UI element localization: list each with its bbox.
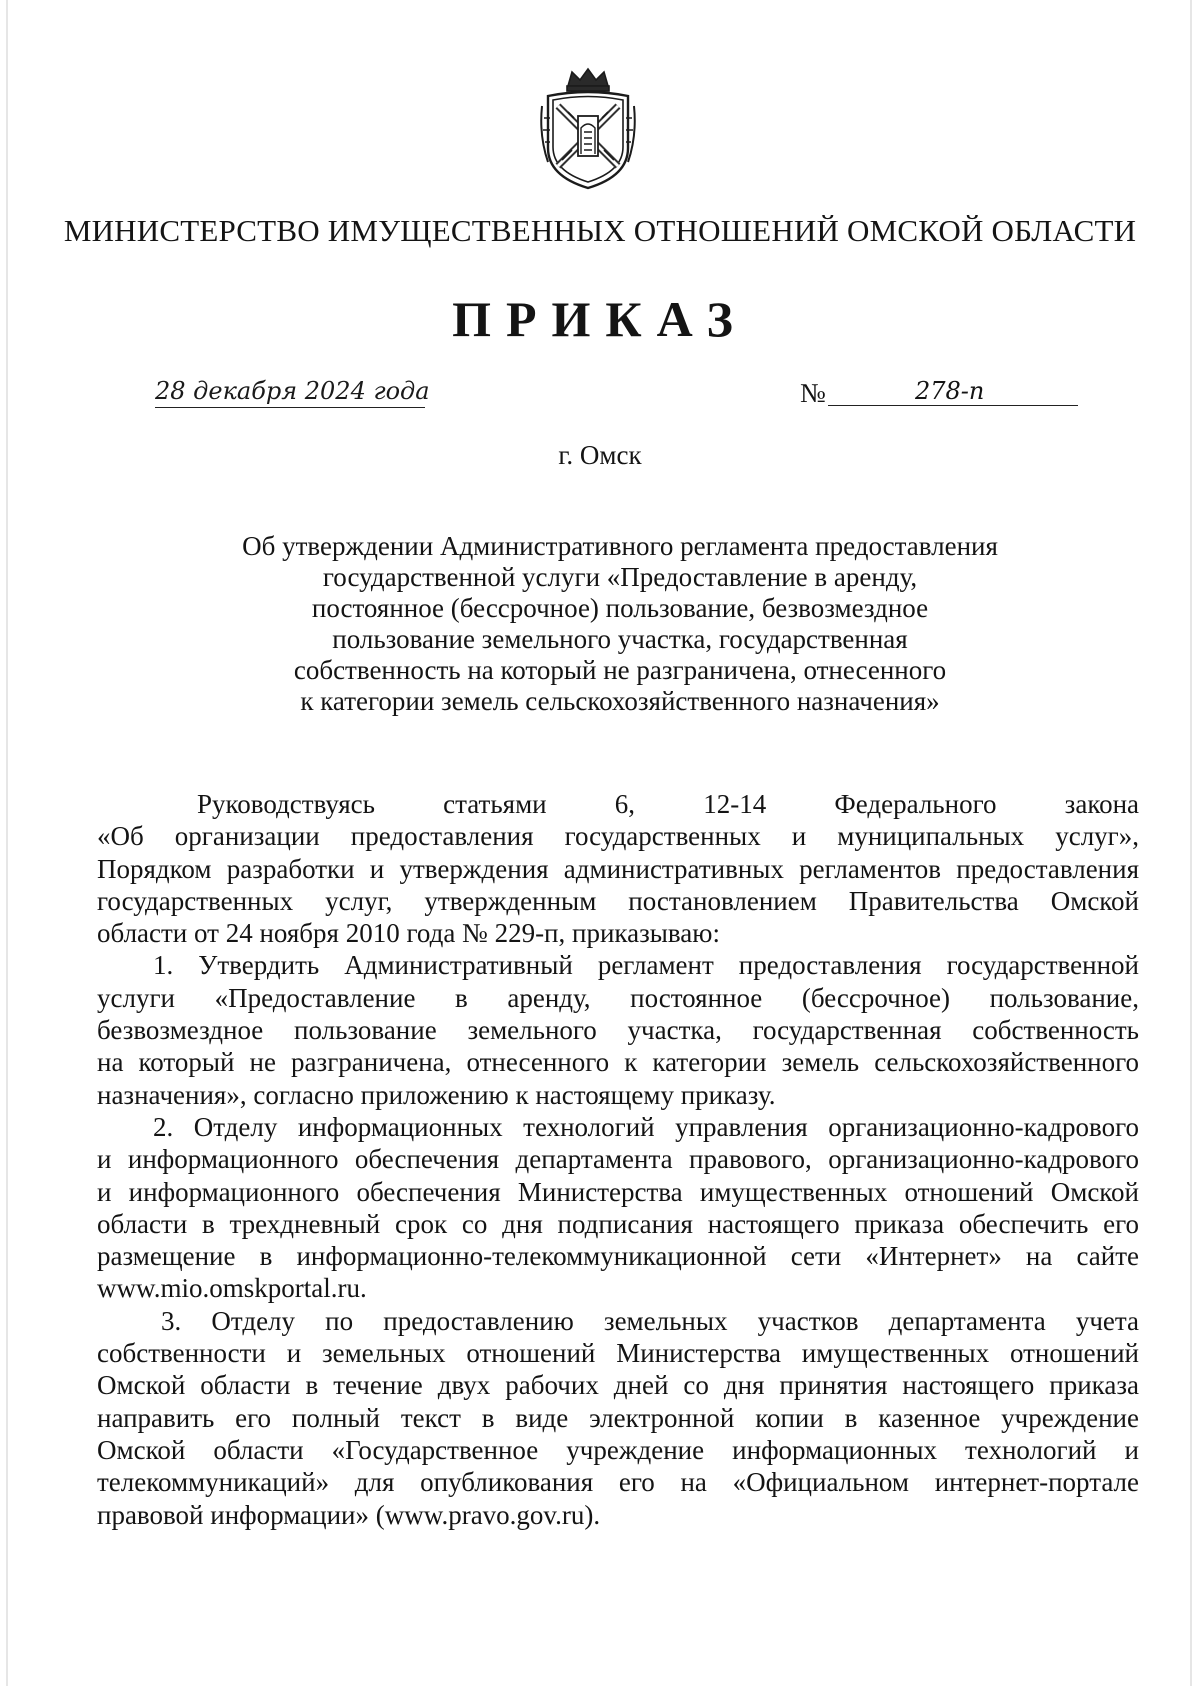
body-line: области от 24 ноября 2010 года № 229-п, приказываю: [97, 918, 720, 949]
body-line: «Об организации предоставления государственных и муниципальных услуг», [97, 821, 1139, 852]
subject-line: государственной услуги «Предоставление в аренду, [322, 562, 918, 592]
body-line: собственности и земельных отношений Министерства имущественных отношений [97, 1338, 1139, 1369]
document-date: 28 декабря 2024 года [155, 376, 425, 408]
subject-line: к категории земель сельскохозяйственного назначения» [300, 686, 940, 716]
document-body [97, 788, 1139, 1531]
ministry-name: МИНИСТЕРСТВО ИМУЩЕСТВЕННЫХ ОТНОШЕНИЙ ОМСКОЙ ОБЛАСТИ [63, 213, 1137, 248]
body-line: услуги «Предоставление в аренду, постоянное (бессрочное) пользование, [97, 982, 1139, 1013]
body-line: www.mio.omskportal.ru. [97, 1273, 367, 1304]
body-line: государственных услуг, утвержденным постановлением Правительства Омской [97, 885, 1139, 916]
body-line: 3. Отделу по предоставлению земельных участков департамента учета [161, 1305, 1139, 1336]
body-line: и информационного обеспечения Министерства имущественных отношений Омской [97, 1176, 1139, 1207]
subject-line: собственность на который не разграничена, отнесенного [293, 655, 947, 685]
body-line: области в трехдневный срок со дня подписания настоящего приказа обеспечить его [97, 1208, 1139, 1239]
body-line: размещение в информационно-телекоммуникационной сети «Интернет» на сайте [97, 1241, 1139, 1272]
subject-line: пользование земельного участка, государственная [332, 624, 908, 654]
scan-edge-right [1190, 0, 1192, 1686]
body-line: Порядком разработки и утверждения административных регламентов предоставления [97, 853, 1139, 884]
body-line: Омской области в течение двух рабочих дней со дня принятия настоящего приказа [97, 1370, 1139, 1401]
body-line: назначения», согласно приложению к настоящему приказу. [97, 1079, 776, 1110]
body-line: Омской области «Государственное учреждение информационных технологий и [97, 1434, 1139, 1465]
coat-of-arms-icon [538, 66, 638, 192]
body-line: безвозмездное пользование земельного участка, государственная собственность [97, 1015, 1139, 1046]
body-line: и информационного обеспечения департамента правового, организационно-кадрового [97, 1144, 1139, 1175]
subject-line: Об утверждении Административного регламента предоставления [242, 531, 998, 561]
body-line: телекоммуникаций» для опубликования его на «Официальном интернет-портале [97, 1467, 1139, 1498]
body-line: 2. Отделу информационных технологий управления организационно-кадрового [153, 1111, 1139, 1142]
body-line: на который не разграничена, отнесенного к категории земель сельскохозяйственного [97, 1047, 1139, 1078]
body-line: направить его полный текст в виде электронной копии в казенное учреждение [97, 1402, 1139, 1433]
scan-edge-left [6, 0, 8, 1686]
subject-line: постоянное (бессрочное) пользование, безвозмездное [311, 593, 929, 623]
document-subject [200, 531, 1040, 717]
body-line: 1. Утвердить Административный регламент предоставления государственной [153, 950, 1139, 981]
document-city: г. Омск [558, 440, 642, 470]
document-title: ПРИКАЗ [452, 291, 748, 347]
document-number: 278-п [915, 377, 985, 405]
number-label: № [800, 378, 826, 408]
body-line: Руководствуясь статьями 6, 12-14 Федерального закона [197, 789, 1139, 819]
body-line: правовой информации» (www.pravo.gov.ru). [97, 1499, 601, 1530]
